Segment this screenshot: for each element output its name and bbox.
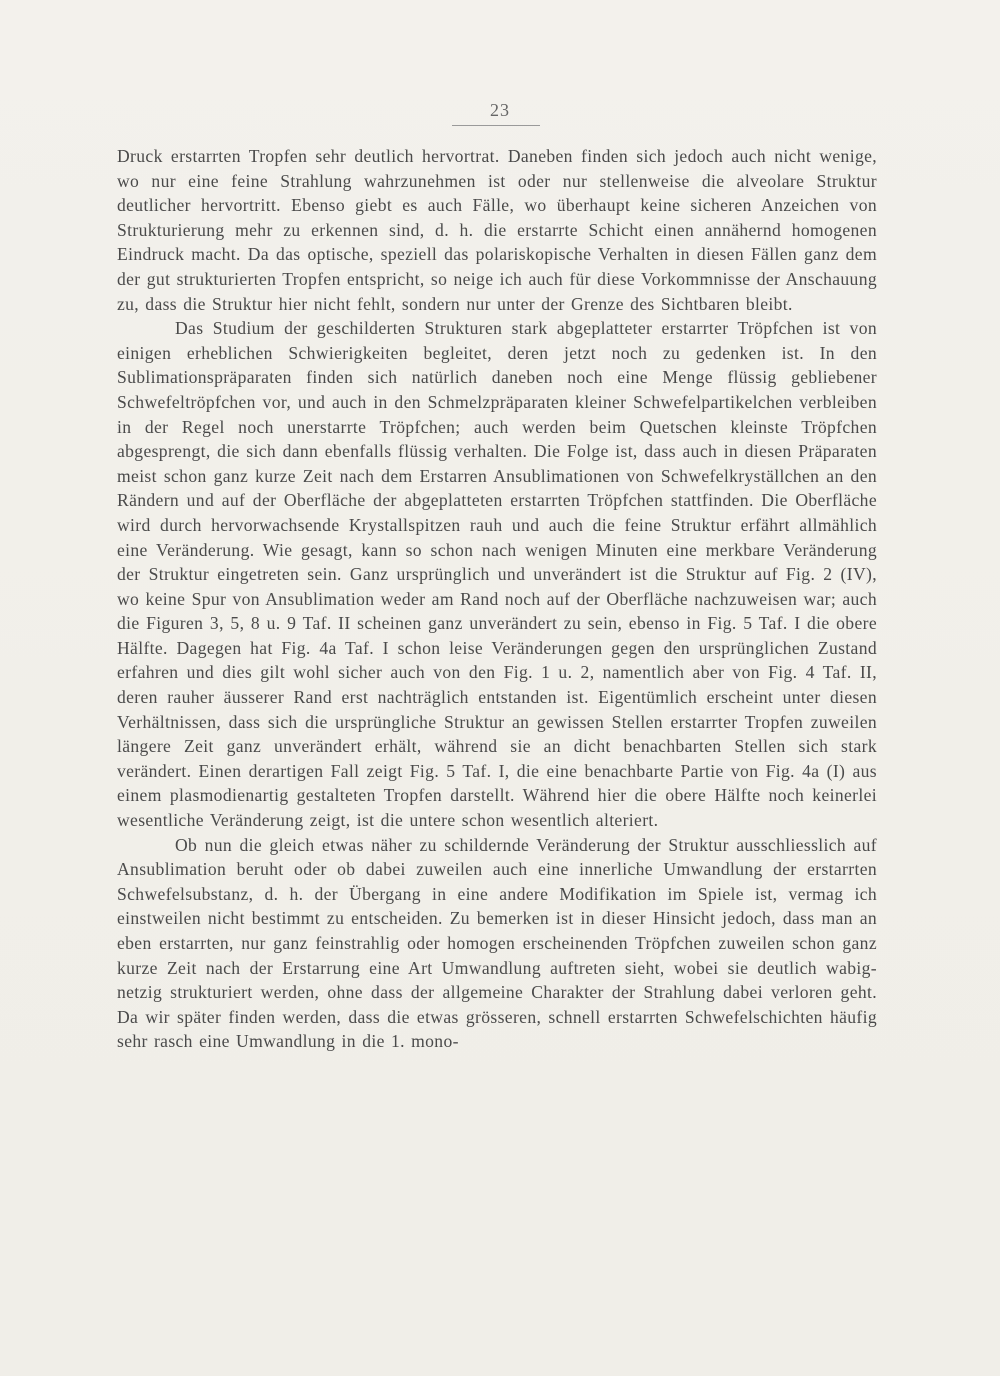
paragraph-3: Ob nun die gleich etwas näher zu schildernde Veränderung der Struktur ausschliesslich auf Ansublimation beruht oder ob dabei zuweilen auch eine innerliche Umwandlung der erstarrten Schwefelsubstanz, d. h. der Übergang in eine andere Modifikation im Spiele ist, vermag ich einstweilen nicht bestimmt zu entscheiden. Zu bemerken ist in dieser Hinsicht jedoch, dass man an eben erstarrten, nur ganz feinstrahlig oder homogen erscheinenden Tröpfchen zuweilen schon ganz kurze Zeit nach der Erstarrung eine Art Umwandlung auftreten sieht, wobei sie deutlich wabig-netzig strukturiert werden, ohne dass der allgemeine Charakter der Strahlung dabei verloren geht. Da wir später finden werden, dass die etwas grösseren, schnell erstarrten Schwefelschichten häufig sehr rasch eine Umwandlung in die 1. mono-	[117, 834, 877, 1052]
paragraph-1: Druck erstarrten Tropfen sehr deutlich hervortrat. Daneben finden sich jedoch auch nicht wenige, wo nur eine feine Strahlung wahrzunehmen ist oder nur stellenweise die alveolare Struktur deutlicher hervortritt. Ebenso giebt es auch Fälle, wo überhaupt keine sicheren Anzeichen von Strukturierung mehr zu erkennen sind, d. h. die erstarrte Schicht einen annähernd homogenen Eindruck macht. Da das optische, speziell das polariskopische Verhalten in diesen Fällen ganz dem der gut strukturierten Tropfen entspricht, so neige ich auch für diese Vorkommnisse der Anschauung zu, dass die Struktur hier nicht fehlt, sondern nur unter der Grenze des Sichtbaren bleibt.	[117, 146, 877, 314]
paragraph-2: Das Studium der geschilderten Strukturen stark abgeplatteter erstarrter Tröpfchen ist von einigen erheblichen Schwierigkeiten begleitet, deren jetzt noch zu gedenken ist. In den Sublimationspräparaten finden sich natürlich daneben noch eine Menge flüssig gebliebener Schwefeltröpfchen vor, und auch in den Schmelzpräparaten kleiner Schwefelpartikelchen verbleiben in der Regel noch unerstarrte Tröpfchen; auch werden beim Quetschen kleinste Tröpfchen abgesprengt, die sich dann ebenfalls flüssig verhalten. Die Folge ist, dass auch in diesen Präparaten meist schon ganz kurze Zeit nach dem Erstarren Ansublimationen von Schwefelkryställchen an den Rändern und auf der Oberfläche der abgeplatteten erstarrten Tröpfchen stattfinden. Die Oberfläche wird durch hervorwachsende Krystallspitzen rauh und auch die feine Struktur erfährt allmählich eine Veränderung. Wie gesagt, kann so schon nach wenigen Minuten eine merkbare Veränderung der Struktur eingetreten sein. Ganz ursprünglich und unverändert ist die Struktur auf Fig. 2 (IV), wo keine Spur von Ansublimation weder am Rand noch auf der Oberfläche nachzuweisen war; auch die Figuren 3, 5, 8 u. 9 Taf. II scheinen ganz unverändert zu sein, ebenso in Fig. 5 Taf. I die obere Hälfte. Dagegen hat Fig. 4a Taf. I schon leise Veränderungen gegen den ursprünglichen Zustand erfahren und dies gilt wohl sicher auch von den Fig. 1 u. 2, namentlich aber von Fig. 4 Taf. II, deren rauher äusserer Rand erst nachträglich entstanden ist. Eigentümlich erscheint unter diesen Verhältnissen, dass sich die ursprüngliche Struktur an gewissen Stellen erstarrter Tropfen zuweilen längere Zeit ganz unverändert erhält, während sie an dicht benachbarten Stellen sich stark verändert. Einen derartigen Fall zeigt Fig. 5 Taf. I, die eine benachbarte Partie von Fig. 4a (I) aus einem plasmodienartig gestalteten Tropfen darstellt. Während hier die obere Hälfte noch keinerlei wesentliche Veränderung zeigt, ist die untere schon wesentlich alteriert.	[117, 318, 877, 831]
header-rule	[452, 125, 540, 126]
body-text	[117, 144, 877, 1054]
page-number: 23	[490, 100, 510, 120]
